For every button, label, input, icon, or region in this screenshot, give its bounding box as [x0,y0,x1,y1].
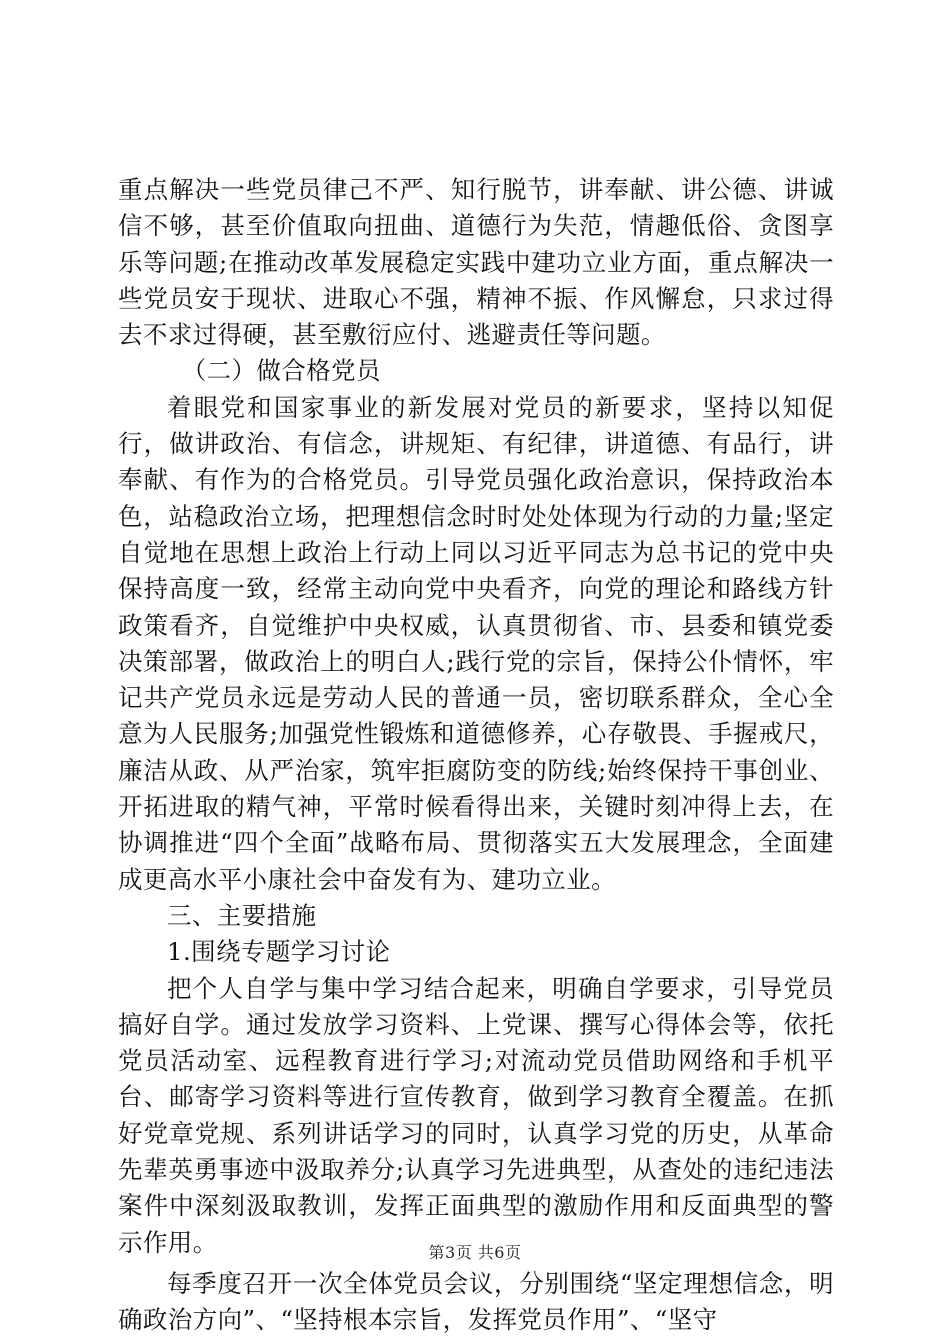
page-footer [0,1240,950,1263]
paragraph-qualified-member: 着眼党和国家事业的新发展对党员的新要求，坚持以知促行，做讲政治、有信念，讲规矩、有纪律，讲道德、有品行，讲奉献、有作为的合格党员。引导党员强化政治意识，保持政治本色，站稳政治立场，把理想信念时时处处体现为行动的力量;坚定自觉地在思想上政治上行动上同以习近平同志为总书记的党中央保持高度一致，经常主动向党中央看齐，向党的理论和路线方针政策看齐，自觉维护中央权威，认真贯彻省、市、县委和镇党委决策部署，做政治上的明白人;践行党的宗旨，保持公仆情怀，牢记共产党员永远是劳动人民的普通一员，密切联系群众，全心全意为人民服务;加强党性锻炼和道德修养，心存敬畏、手握戒尺，廉洁从政、从严治家，筑牢拒腐防变的防线;始终保持干事创业、开拓进取的精气神，平常时候看得出来，关键时刻冲得上去，在协调推进“四个全面”战略布局、贯彻落实五大发展理念，全面建成更高水平小康社会中奋发有为、建功立业。 [118,392,834,894]
paragraph-quarterly-meeting: 每季度召开一次全体党员会议，分别围绕“坚定理想信念，明确政治方向”、“坚持根本宗旨，发挥党员作用”、“坚守 [118,1268,834,1335]
section-heading-qualified-member: （二）做合格党员 [181,356,381,386]
page-number: 第3页 共6页 [428,1243,522,1262]
paragraph-continuation: 重点解决一些党员律己不严、知行脱节，讲奉献、讲公德、讲诚信不够，甚至价值取向扭曲、道德行为失范，情趣低俗、贪图享乐等问题;在推动改革发展稳定实践中建功立业方面，重点解决一些党员安于现状、进取心不强，精神不振、作风懈怠，只求过得去不求过得硬，甚至敷衍应付、逃避责任等问题。 [118,175,834,350]
section-heading-main-measures: 三、主要措施 [167,900,317,930]
paragraph-study-discussion: 把个人自学与集中学习结合起来，明确自学要求，引导党员搞好自学。通过发放学习资料、上党课、撰写心得体会等，依托党员活动室、远程教育进行学习;对流动党员借助网络和手机平台、邮寄学习资料等进行宣传教育，做到学习教育全覆盖。在抓好党章党规、系列讲话学习的同时，认真学习党的历史，从革命先辈英勇事迹中汲取养分;认真学习先进典型，从查处的违纪违法案件中深刻汲取教训，发挥正面典型的激励作用和反面典型的警示作用。 [118,973,834,1257]
subsection-heading-study-discussion: 1.围绕专题学习讨论 [167,937,391,967]
document-body [118,172,834,1339]
